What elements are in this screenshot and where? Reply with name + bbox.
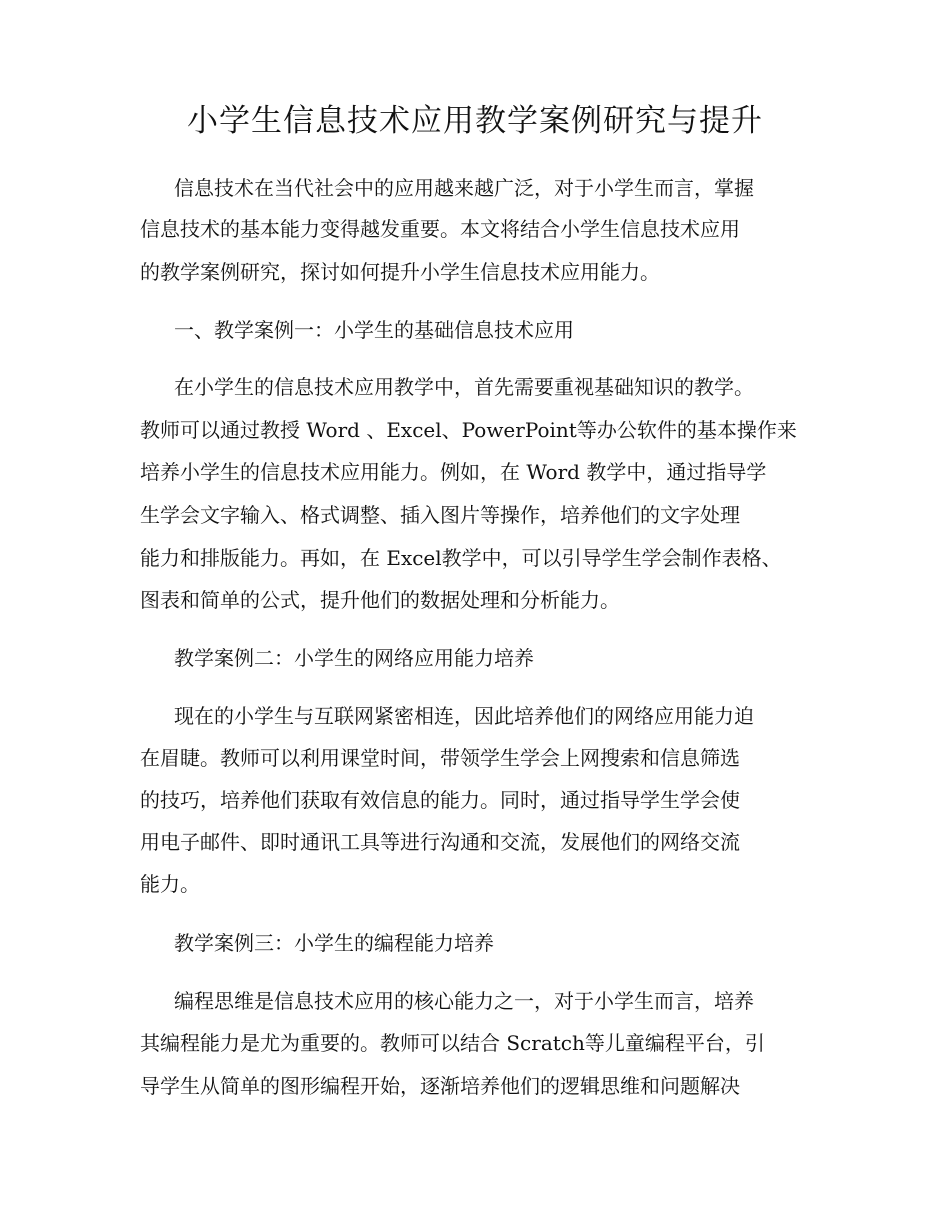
case3-heading: 教学案例三：小学生的编程能力培养	[174, 931, 494, 955]
case1-line-2: 教师可以通过教授 Word 、Excel、PowerPoint等办公软件的基本操作来	[140, 418, 797, 442]
case1-line-4: 生学会文字输入、格式调整、插入图片等操作，培养他们的文字处理	[140, 503, 740, 527]
intro-line-2: 信息技术的基本能力变得越发重要。本文将结合小学生信息技术应用	[140, 217, 740, 241]
case3-line-1: 编程思维是信息技术应用的核心能力之一，对于小学生而言，培养	[174, 989, 754, 1013]
intro-line-3: 的教学案例研究，探讨如何提升小学生信息技术应用能力。	[140, 260, 660, 284]
case3-line-2: 其编程能力是尤为重要的。教师可以结合 Scratch等儿童编程平台，引	[140, 1031, 765, 1055]
case2-line-1: 现在的小学生与互联网紧密相连，因此培养他们的网络应用能力迫	[174, 704, 754, 728]
case2-line-5: 能力。	[140, 872, 200, 896]
case1-line-1: 在小学生的信息技术应用教学中，首先需要重视基础知识的教学。	[174, 375, 754, 399]
case2-line-4: 用电子邮件、即时通讯工具等进行沟通和交流，发展他们的网络交流	[140, 830, 740, 854]
case1-heading: 一、教学案例一：小学生的基础信息技术应用	[174, 318, 574, 342]
case3-line-3: 导学生从简单的图形编程开始，逐渐培养他们的逻辑思维和问题解决	[140, 1074, 740, 1098]
case2-line-3: 的技巧，培养他们获取有效信息的能力。同时，通过指导学生学会使	[140, 788, 740, 812]
intro-line-1: 信息技术在当代社会中的应用越来越广泛，对于小学生而言，掌握	[174, 176, 754, 200]
case1-line-3: 培养小学生的信息技术应用能力。例如，在 Word 教学中，通过指导学	[140, 460, 767, 484]
case1-line-5: 能力和排版能力。再如，在 Excel教学中，可以引导学生学会制作表格、	[140, 546, 782, 570]
case2-heading: 教学案例二：小学生的网络应用能力培养	[174, 646, 534, 670]
case2-line-2: 在眉睫。教师可以利用课堂时间，带领学生学会上网搜索和信息筛选	[140, 746, 740, 770]
document-title: 小学生信息技术应用教学案例研究与提升	[187, 103, 763, 139]
case1-line-6: 图表和简单的公式，提升他们的数据处理和分析能力。	[140, 588, 620, 612]
